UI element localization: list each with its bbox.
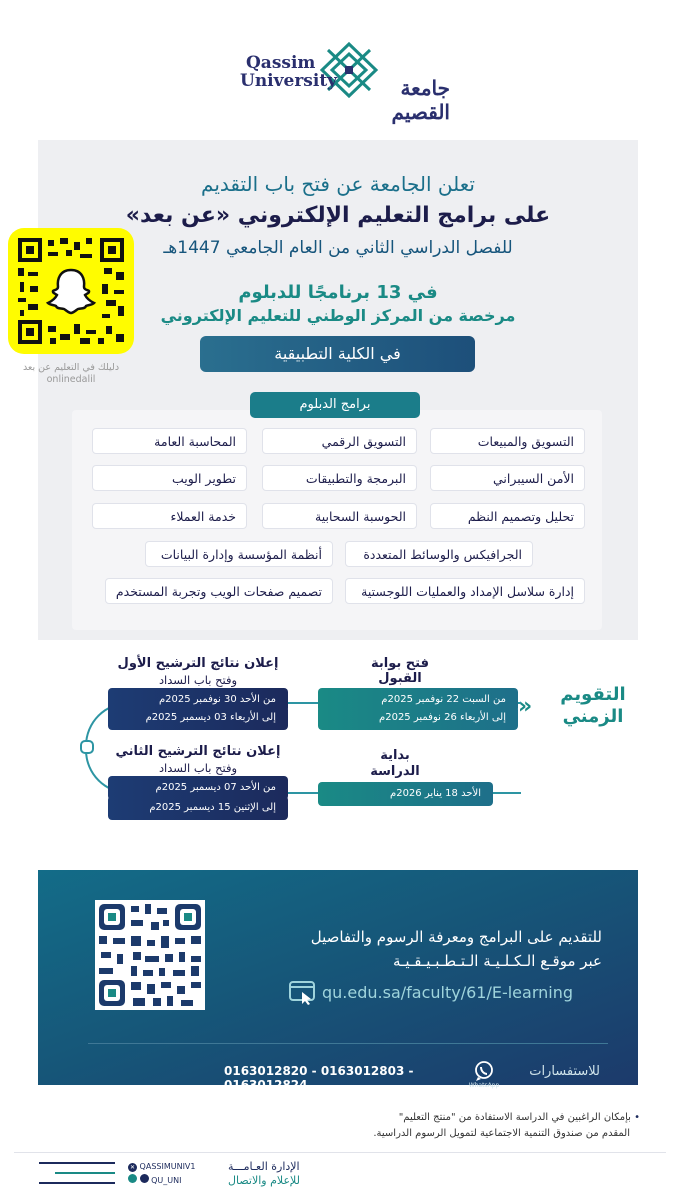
program-item: أنظمة المؤسسة وإدارة البيانات	[145, 541, 333, 567]
footer-dept: الإدارة العـامـــة للإعلام والاتصال	[228, 1160, 300, 1187]
website-link-icon	[288, 980, 316, 1006]
study-start-title: بداية الدراسة	[370, 748, 420, 779]
inquiries-label: للاستفسارات	[529, 1064, 600, 1079]
footer-handle-1[interactable]: ✕ QASSIMUNIV1	[129, 1162, 196, 1171]
study-start-date: الأحد 18 يناير 2026م	[318, 782, 493, 806]
announcement-line2: على برامج التعليم الإلكتروني «عن بعد»	[125, 203, 551, 228]
announcement-line5: مرخصة من المركز الوطني للتعليم الإلكتروني	[160, 306, 516, 325]
second-results-from-date: من الأحد 07 ديسمبر 2025م	[108, 776, 288, 800]
snapchat-qr-icon	[14, 234, 128, 348]
funding-note-line2: المقدم من صندوق التنمية الاجتماعية لتمويل الرسوم الدراسية.	[373, 1128, 630, 1139]
funding-note	[290, 1110, 640, 1142]
portal-from-date: من السبت 22 نوفمبر 2025م	[318, 688, 518, 712]
funding-note-line1: • بإمكان الراغبين في الدراسة الاستفادة من "منتج التعليم"	[398, 1112, 640, 1123]
first-results-title: إعلان نتائج الترشيح الأول وفتح باب السداد	[117, 656, 279, 687]
program-item: البرمجة والتطبيقات	[262, 465, 417, 491]
portal-title: فتح بوابة القبول	[371, 656, 429, 686]
whatsapp-icon[interactable]	[473, 1060, 495, 1082]
program-item: تحليل وتصميم النظم	[430, 503, 585, 529]
announcement-line1: تعلن الجامعة عن فتح باب التقديم	[201, 172, 475, 196]
social-icons	[140, 1174, 149, 1183]
program-item: التسويق الرقمي	[262, 428, 417, 454]
social-icons	[128, 1174, 137, 1183]
logo-text-en: Qassim University	[240, 53, 338, 91]
program-item: التسويق والمبيعات	[430, 428, 585, 454]
program-item: الجرافيكس والوسائط المتعددة	[345, 541, 533, 567]
whatsapp-label: WhatsApp	[468, 1082, 500, 1089]
footer-divider	[14, 1152, 666, 1153]
announcement-line4: في 13 برنامجًا للدبلوم	[238, 282, 438, 303]
website-qr-icon[interactable]	[95, 900, 205, 1010]
first-results-to-date: إلى الأربعاء 03 ديسمبر 2025م	[108, 706, 288, 730]
logo-text-ar: جامعة القصيم	[391, 76, 450, 124]
university-logo	[230, 40, 450, 124]
program-item: المحاسبة العامة	[92, 428, 247, 454]
footer-social	[128, 1160, 228, 1188]
program-item: إدارة سلاسل الإمداد والعمليات اللوجستية	[345, 578, 585, 604]
banner-line2: عبر موقـع الـكـلـيـة الـتـطـبـيـقـيـة	[392, 952, 602, 970]
footer-department-logo	[30, 1160, 115, 1188]
banner-divider	[88, 1043, 608, 1044]
program-item: الحوسبة السحابية	[262, 503, 417, 529]
college-banner: في الكلية التطبيقية	[200, 336, 475, 372]
schedule-arrow-icon: »	[518, 694, 533, 719]
program-item: تطوير الويب	[92, 465, 247, 491]
program-item: خدمة العملاء	[92, 503, 247, 529]
phone-numbers: 0163012820 - 0163012803 - 0163012824	[224, 1064, 414, 1092]
second-results-title: إعلان نتائج الترشيح الثاني وفتح باب السداد	[115, 744, 281, 775]
programs-tab: برامج الدبلوم	[250, 392, 420, 418]
website-url-link[interactable]: qu.edu.sa/faculty/61/E-learning	[322, 983, 573, 1002]
timeline-dot	[80, 740, 94, 754]
first-results-from-date: من الأحد 30 نوفمبر 2025م	[108, 688, 288, 712]
social-x-icon: ✕	[129, 1164, 136, 1171]
portal-to-date: إلى الأربعاء 26 نوفمبر 2025م	[318, 706, 518, 730]
snapchat-caption: دليلك في التعليم عن بعد onlinedalil	[22, 362, 120, 385]
schedule-title: التقويم الزمني	[560, 684, 626, 727]
program-item: الأمن السيبراني	[430, 465, 585, 491]
footer-handle-2[interactable]: QU_UNI	[128, 1174, 228, 1188]
banner-line1: للتقديم على البرامج ومعرفة الرسوم والتفاصيل	[310, 928, 602, 946]
program-item: تصميم صفحات الويب وتجربة المستخدم	[105, 578, 333, 604]
second-results-to-date: إلى الإثنين 15 ديسمبر 2025م	[108, 796, 288, 820]
announcement-line3: للفصل الدراسي الثاني من العام الجامعي 1447هـ	[163, 238, 513, 258]
